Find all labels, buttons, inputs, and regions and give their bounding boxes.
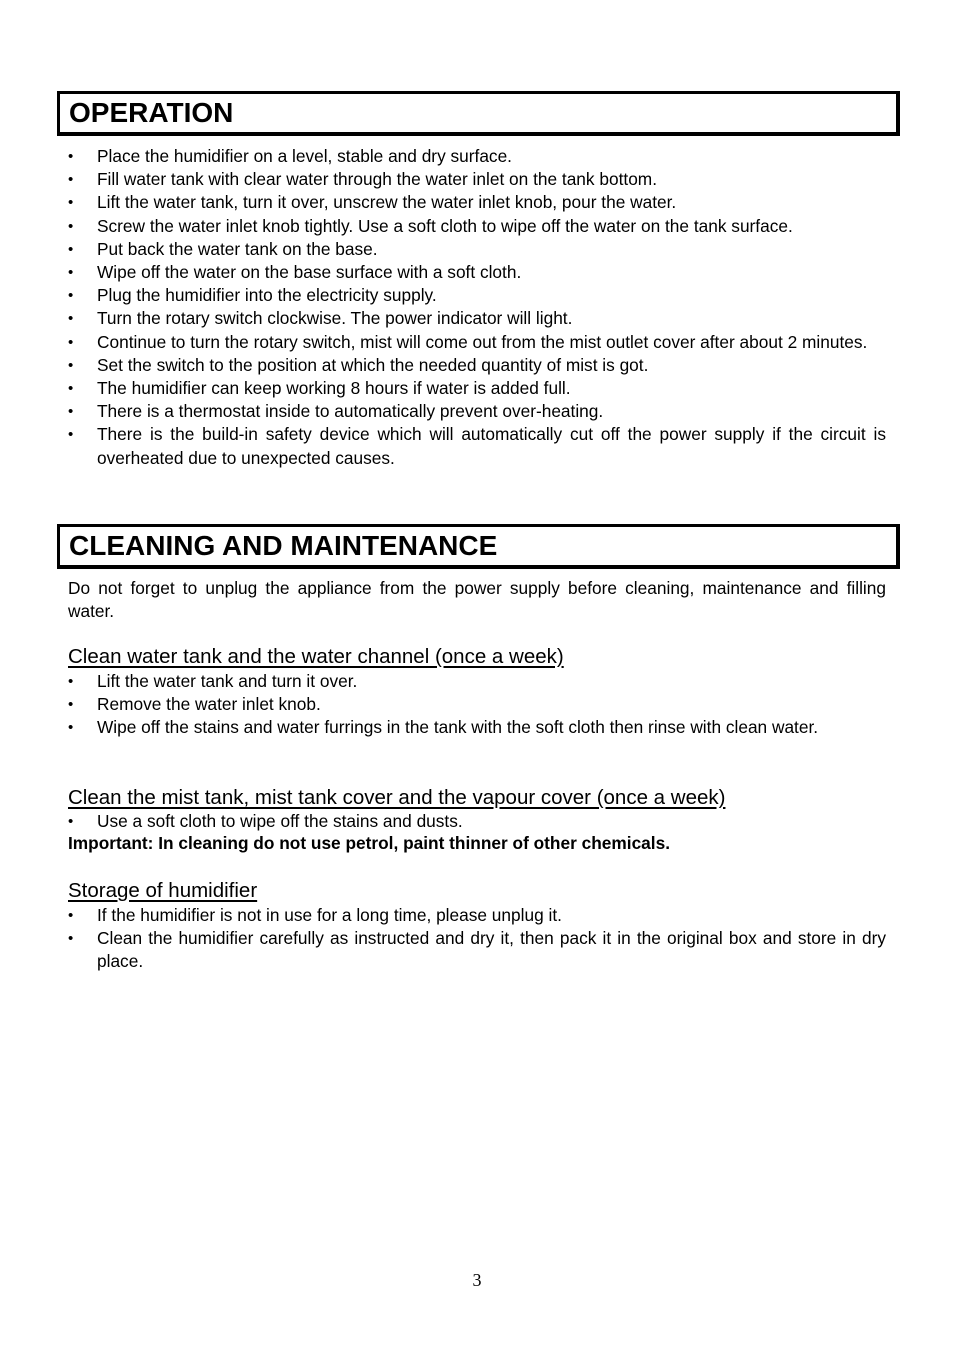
list-item: • There is a thermostat inside to automatically prevent over-heating. xyxy=(68,400,886,423)
list-item: • Continue to turn the rotary switch, mist will come out from the mist outlet cover after about 2 minutes. xyxy=(68,331,886,354)
important-note: Important: In cleaning do not use petrol, paint thinner of other chemicals. xyxy=(68,833,671,853)
list-item: • Turn the rotary switch clockwise. The power indicator will light. xyxy=(68,307,886,330)
list-item: • If the humidifier is not in use for a long time, please unplug it. xyxy=(68,904,886,927)
cleaning-header-box xyxy=(57,524,900,569)
page-number: 3 xyxy=(472,1270,482,1290)
list-item: • Use a soft cloth to wipe off the stains and dusts. xyxy=(68,810,886,833)
operation-header-box xyxy=(57,91,900,136)
mist-tank-heading: Clean the mist tank, mist tank cover and the vapour cover (once a week) xyxy=(68,786,726,809)
list-item: • Lift the water tank, turn it over, unscrew the water inlet knob, pour the water. xyxy=(68,191,886,214)
water-tank-heading: Clean water tank and the water channel (once a week) xyxy=(68,645,564,668)
list-item: • Put back the water tank on the base. xyxy=(68,238,886,261)
list-item: • Place the humidifier on a level, stable and dry surface. xyxy=(68,145,886,168)
water-tank-list xyxy=(68,670,886,740)
list-item: • Remove the water inlet knob. xyxy=(68,693,886,716)
list-item: • Fill water tank with clear water through the water inlet on the tank bottom. xyxy=(68,168,886,191)
mist-tank-list xyxy=(68,810,886,833)
operation-list xyxy=(68,145,886,470)
cleaning-title: CLEANING AND MAINTENANCE xyxy=(69,530,498,561)
storage-list xyxy=(68,904,886,974)
operation-title: OPERATION xyxy=(69,97,234,128)
list-item: • Wipe off the water on the base surface with a soft cloth. xyxy=(68,261,886,284)
list-item: • Screw the water inlet knob tightly. Use a soft cloth to wipe off the water on the tank surface. xyxy=(68,215,886,238)
list-item: • The humidifier can keep working 8 hours if water is added full. xyxy=(68,377,886,400)
list-item: • Clean the humidifier carefully as instructed and dry it, then pack it in the original box and store in dry place. xyxy=(68,927,886,973)
list-item: • Set the switch to the position at which the needed quantity of mist is got. xyxy=(68,354,886,377)
cleaning-intro: Do not forget to unplug the appliance from the power supply before cleaning, maintenance and filling water. xyxy=(68,578,886,621)
list-item: • There is the build-in safety device which will automatically cut off the power supply if the circuit is overheated due to unexpected causes. xyxy=(68,423,886,469)
list-item: • Plug the humidifier into the electricity supply. xyxy=(68,284,886,307)
list-item: • Wipe off the stains and water furrings in the tank with the soft cloth then rinse with clean water. xyxy=(68,716,886,739)
storage-heading: Storage of humidifier xyxy=(68,879,258,902)
list-item: • Lift the water tank and turn it over. xyxy=(68,670,886,693)
